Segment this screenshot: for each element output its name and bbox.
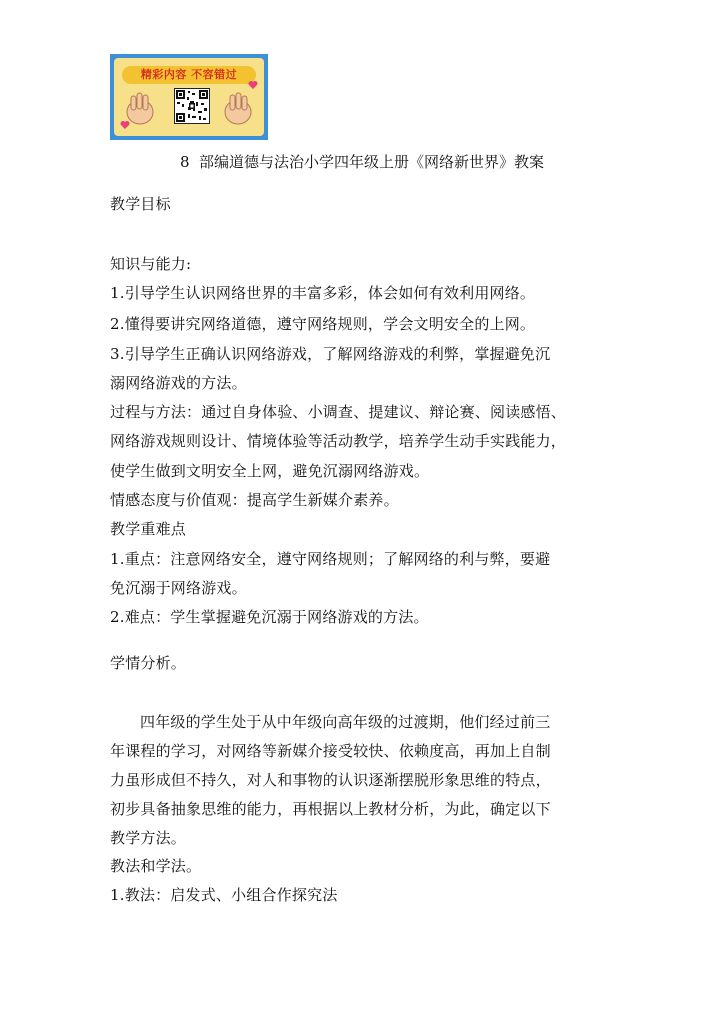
paragraph-line: 1.重点：注意网络安全，遵守网络规则；了解网络的利与弊，要避: [110, 550, 551, 568]
promo-banner-panel: [114, 58, 264, 136]
subheading-knowledge-ability: 知识与能力:: [110, 255, 192, 273]
paragraph-line: 免沉溺于网络游戏。: [110, 579, 247, 597]
paragraph-line: 使学生做到文明安全上网，避免沉溺网络游戏。: [110, 462, 430, 480]
paragraph-line: 网络游戏规则设计、情境体验等活动教学，培养学生动手实践能力，: [110, 432, 567, 450]
paragraph-line: 1.教法：启发式、小组合作探究法: [110, 886, 338, 904]
paragraph-line: 2.懂得要讲究网络道德，遵守网络规则，学会文明安全的上网。: [110, 315, 536, 333]
heart-icon: [120, 120, 130, 130]
paragraph-line: 溺网络游戏的方法。: [110, 374, 247, 392]
qr-code-icon[interactable]: [174, 88, 210, 124]
section-heading-teaching-goals: 教学目标: [110, 195, 171, 213]
promo-banner-text: 精彩内容 不容错过: [122, 66, 256, 84]
paragraph-line: 1.引导学生认识网络世界的丰富多彩，体会如何有效利用网络。: [110, 284, 536, 302]
promo-banner[interactable]: [110, 54, 268, 140]
document-title: 8 部编道德与法治小学四年级上册《网络新世界》教案: [179, 153, 545, 171]
paragraph-line: 2.难点：学生掌握避免沉溺于网络游戏的方法。: [110, 608, 429, 626]
section-heading-methods: 教法和学法。: [110, 857, 202, 875]
section-heading-student-analysis: 学情分析。: [110, 654, 187, 672]
paragraph-line: 年课程的学习，对网络等新媒介接受较快、依赖度高，再加上自制: [110, 742, 551, 760]
paragraph-line: 初步具备抽象思维的能力，再根据以上教材分析，为此，确定以下: [110, 800, 551, 818]
paragraph-line: 3.引导学生正确认识网络游戏，了解网络游戏的利弊，掌握避免沉: [110, 345, 551, 363]
heart-icon: [248, 80, 258, 90]
paragraph-line: 力虽形成但不持久，对人和事物的认识逐渐摆脱形象思维的特点，: [110, 771, 551, 789]
paragraph-line: 教学方法。: [110, 829, 187, 847]
paragraph-line: 四年级的学生处于从中年级向高年级的过渡期，他们经过前三: [140, 713, 551, 731]
paragraph-line: 过程与方法：通过自身体验、小调查、提建议、辩论赛、阅读感悟、: [110, 403, 567, 421]
paragraph-line: 情感态度与价值观：提高学生新媒介素养。: [110, 491, 399, 509]
clapping-hands-icon: [216, 88, 256, 128]
section-heading-key-difficult-points: 教学重难点: [110, 520, 187, 538]
